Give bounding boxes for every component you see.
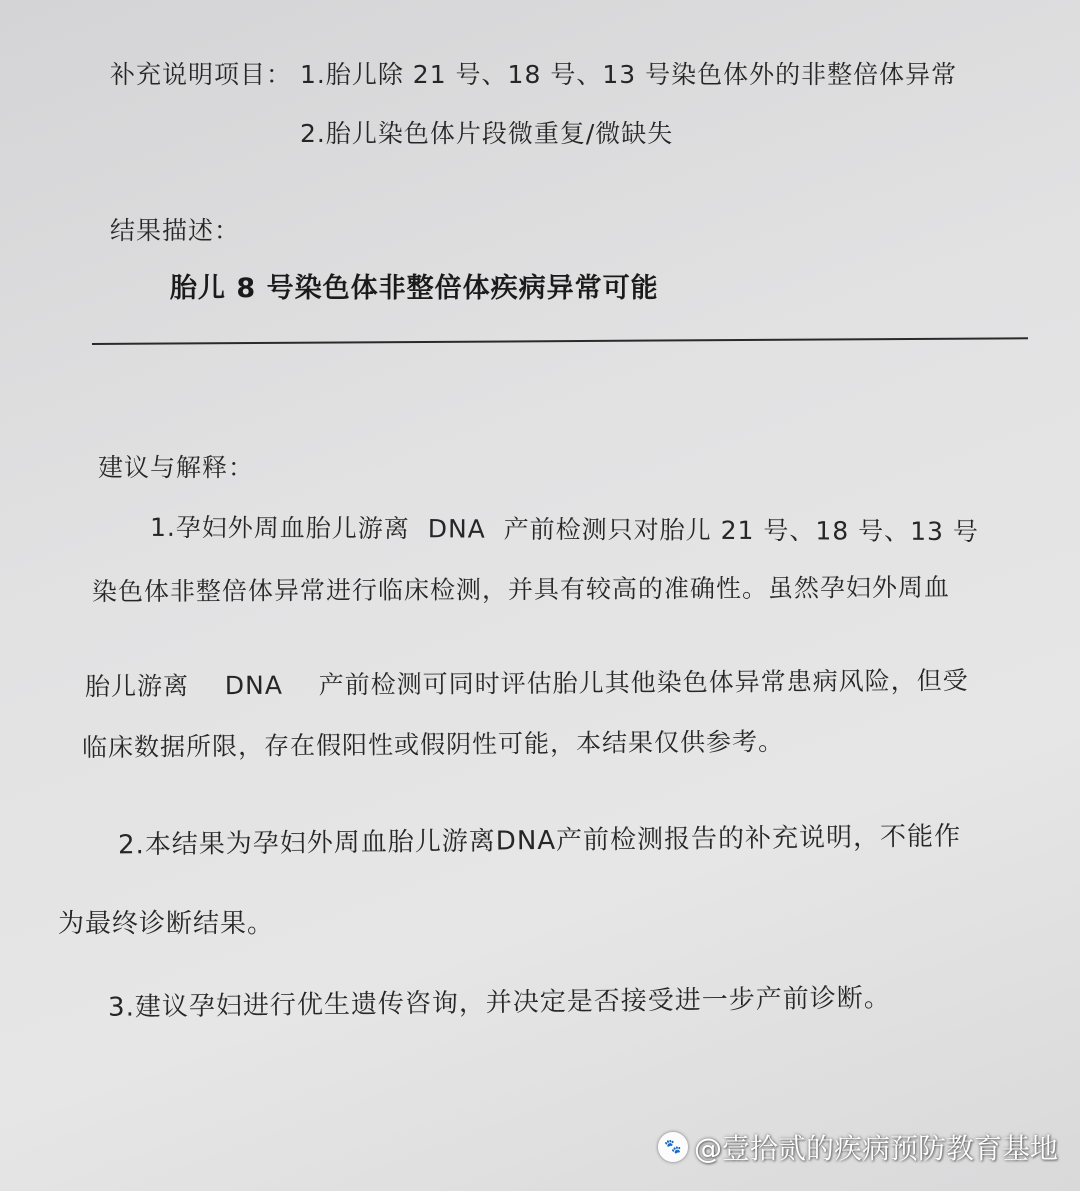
advice-p1-line-3: 胎儿游离 DNA 产前检测可同时评估胎儿其他染色体异常患病风险，但受 <box>84 665 969 702</box>
advice-p1-line-2: 染色体非整倍体异常进行临床检测，并具有较高的准确性。虽然孕妇外周血 <box>91 572 951 607</box>
result-text: 胎儿 8 号染色体非整倍体疾病异常可能 <box>170 273 659 304</box>
paw-icon: 🐾 <box>658 1132 688 1162</box>
watermark <box>658 1127 1058 1167</box>
watermark-text: @壹拾贰的疾病预防教育基地 <box>693 1132 1058 1165</box>
advice-p2-line-2: 为最终诊断结果。 <box>58 909 275 939</box>
advice-p1-line-4: 临床数据所限，存在假阳性或假阴性可能，本结果仅供参考。 <box>81 726 785 763</box>
advice-p1-line-1: 1.孕妇外周血胎儿游离 DNA 产前检测只对胎儿 21 号、18 号、13 号 <box>149 512 979 547</box>
divider-line <box>92 337 1028 345</box>
advice-p3: 3.建议孕妇进行优生遗传咨询，并决定是否接受进一步产前诊断。 <box>107 983 891 1023</box>
advice-p2-line-1: 2.本结果为孕妇外周血胎儿游离DNA产前检测报告的补充说明，不能作 <box>117 821 962 861</box>
supplement-label: 补充说明项目： <box>110 60 293 89</box>
supplement-item-1: 1.胎儿除 21 号、18 号、13 号染色体外的非整倍体异常 <box>300 60 958 89</box>
supplement-item-2: 2.胎儿染色体片段微重复/微缺失 <box>300 119 674 148</box>
advice-label: 建议与解释： <box>98 453 255 482</box>
result-label: 结果描述： <box>110 216 241 245</box>
